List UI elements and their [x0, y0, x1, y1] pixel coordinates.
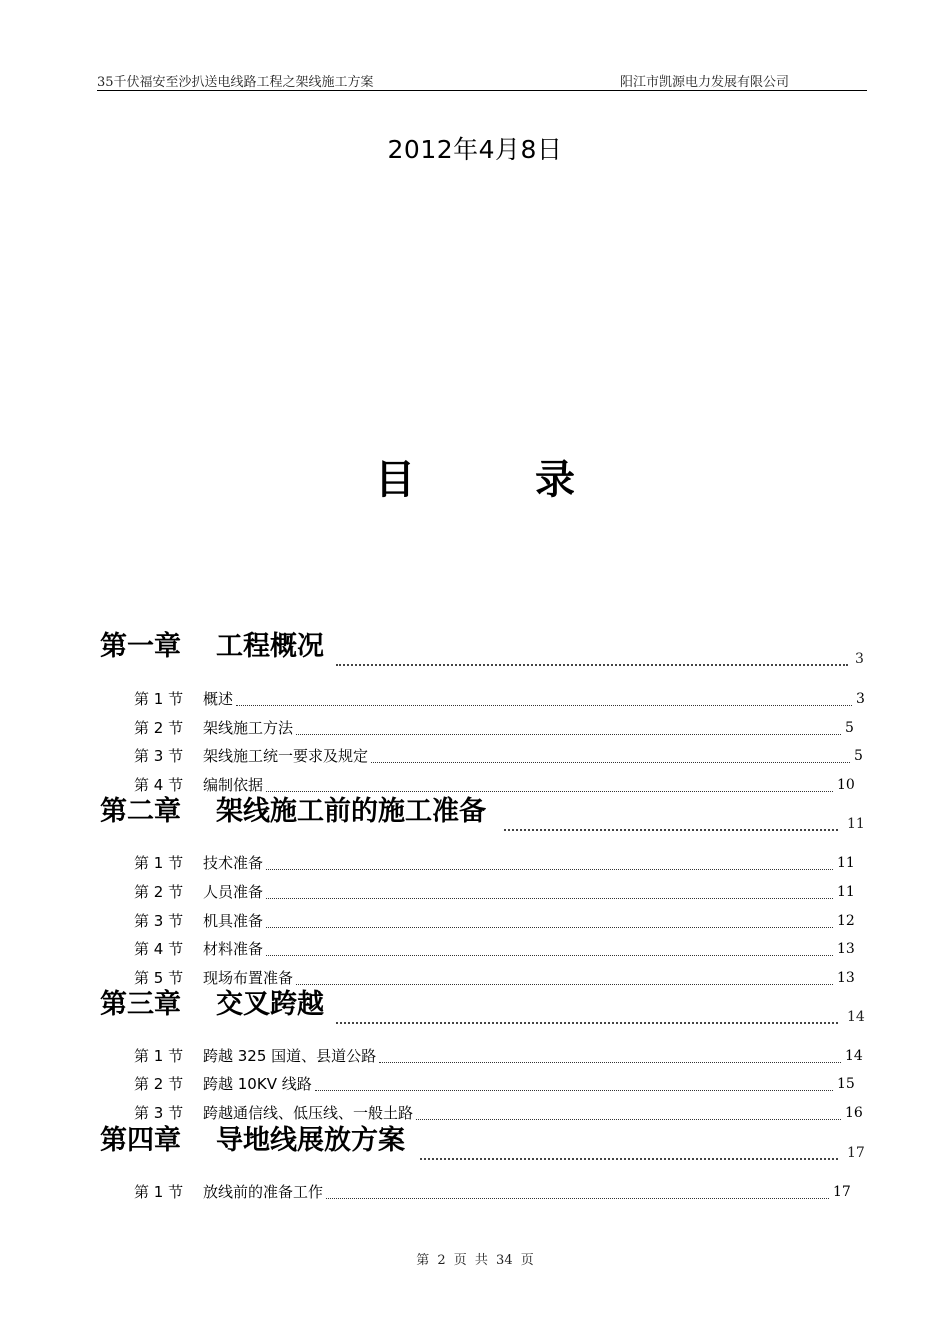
dot-leader — [504, 815, 838, 831]
section-page-number: 13 — [837, 941, 855, 957]
toc-section-entry[interactable] — [134, 881, 864, 903]
toc-chapter-entry[interactable] — [100, 1124, 870, 1168]
section-title: 机具准备 — [203, 912, 264, 930]
section-number: 第 2 节 — [134, 883, 184, 901]
chapter-number: 第二章 — [100, 796, 181, 827]
toc-section-entry[interactable] — [134, 774, 864, 796]
toc-section-entry[interactable] — [134, 910, 864, 932]
toc-section-entry[interactable] — [134, 1073, 864, 1095]
section-page-number: 13 — [837, 970, 855, 986]
section-title: 人员准备 — [203, 883, 264, 901]
section-number: 第 5 节 — [134, 969, 184, 987]
dot-leader — [296, 976, 833, 985]
dot-leader — [315, 1082, 833, 1091]
toc-section-entry[interactable] — [134, 688, 864, 710]
section-title: 放线前的准备工作 — [203, 1183, 324, 1201]
chapter-page-number: 17 — [847, 1145, 865, 1161]
section-number: 第 2 节 — [134, 719, 184, 737]
chapter-page-number: 11 — [847, 816, 865, 832]
toc-section-entry[interactable] — [134, 967, 864, 989]
section-page-number: 11 — [837, 855, 855, 871]
toc-section-entry[interactable] — [134, 745, 864, 767]
section-number: 第 1 节 — [134, 1047, 184, 1065]
section-page-number: 17 — [833, 1184, 851, 1200]
dot-leader — [336, 650, 848, 666]
chapter-title: 工程概况 — [216, 631, 324, 662]
section-number: 第 1 节 — [134, 854, 184, 872]
section-title: 编制依据 — [203, 776, 264, 794]
section-number: 第 2 节 — [134, 1075, 184, 1093]
section-title: 架线施工方法 — [203, 719, 294, 737]
section-page-number: 12 — [837, 913, 855, 929]
section-number: 第 1 节 — [134, 690, 184, 708]
section-page-number: 15 — [837, 1076, 855, 1092]
chapter-page-number: 14 — [847, 1009, 865, 1025]
section-page-number: 5 — [845, 720, 854, 736]
section-title: 概述 — [203, 690, 234, 708]
dot-leader — [371, 754, 850, 763]
section-number: 第 4 节 — [134, 940, 184, 958]
section-page-number: 10 — [837, 777, 855, 793]
dot-leader — [336, 1008, 838, 1024]
dot-leader — [420, 1144, 838, 1160]
chapter-number: 第四章 — [100, 1125, 181, 1156]
toc-chapter-entry[interactable] — [100, 630, 870, 674]
dot-leader — [296, 726, 841, 735]
section-title: 架线施工统一要求及规定 — [203, 747, 369, 765]
toc-heading-char-1: 目 — [375, 457, 415, 503]
section-page-number: 5 — [854, 748, 863, 764]
section-number: 第 4 节 — [134, 776, 184, 794]
dot-leader — [379, 1054, 841, 1063]
toc-chapter-entry[interactable] — [100, 988, 870, 1032]
section-title: 跨越 10KV 线路 — [203, 1075, 312, 1093]
chapter-number: 第一章 — [100, 631, 181, 662]
dot-leader — [266, 861, 833, 870]
dot-leader — [266, 890, 833, 899]
header-project-title: 35千伏福安至沙扒送电线路工程之架线施工方案 — [97, 75, 374, 90]
section-page-number: 11 — [837, 884, 855, 900]
chapter-title: 导地线展放方案 — [216, 1125, 405, 1156]
section-page-number: 16 — [845, 1105, 863, 1121]
page-footer: 第 2 页 共 34 页 — [416, 1253, 534, 1268]
section-number: 第 3 节 — [134, 912, 184, 930]
toc-section-entry[interactable] — [134, 852, 864, 874]
chapter-title: 交叉跨越 — [216, 989, 324, 1020]
dot-leader — [416, 1111, 841, 1120]
toc-section-entry[interactable] — [134, 1181, 864, 1203]
chapter-title: 架线施工前的施工准备 — [216, 796, 486, 827]
section-title: 跨越通信线、低压线、一般土路 — [203, 1104, 414, 1122]
dot-leader — [266, 947, 833, 956]
toc-section-entry[interactable] — [134, 938, 864, 960]
toc-heading-char-2: 录 — [535, 457, 575, 503]
section-number: 第 1 节 — [134, 1183, 184, 1201]
chapter-page-number: 3 — [855, 651, 864, 667]
chapter-number: 第三章 — [100, 989, 181, 1020]
dot-leader — [266, 783, 833, 792]
section-page-number: 14 — [845, 1048, 863, 1064]
header-company-name: 阳江市凯源电力发展有限公司 — [620, 75, 790, 90]
document-date: 2012年4月8日 — [387, 135, 563, 164]
section-title: 技术准备 — [203, 854, 264, 872]
toc-section-entry[interactable] — [134, 1045, 864, 1067]
section-title: 现场布置准备 — [203, 969, 294, 987]
dot-leader — [236, 697, 852, 706]
section-title: 材料准备 — [203, 940, 264, 958]
section-page-number: 3 — [856, 691, 865, 707]
dot-leader — [266, 919, 833, 928]
toc-chapter-entry[interactable] — [100, 795, 870, 839]
section-number: 第 3 节 — [134, 1104, 184, 1122]
section-number: 第 3 节 — [134, 747, 184, 765]
toc-section-entry[interactable] — [134, 1102, 864, 1124]
section-title: 跨越 325 国道、县道公路 — [203, 1047, 377, 1065]
dot-leader — [326, 1190, 829, 1199]
toc-section-entry[interactable] — [134, 717, 864, 739]
